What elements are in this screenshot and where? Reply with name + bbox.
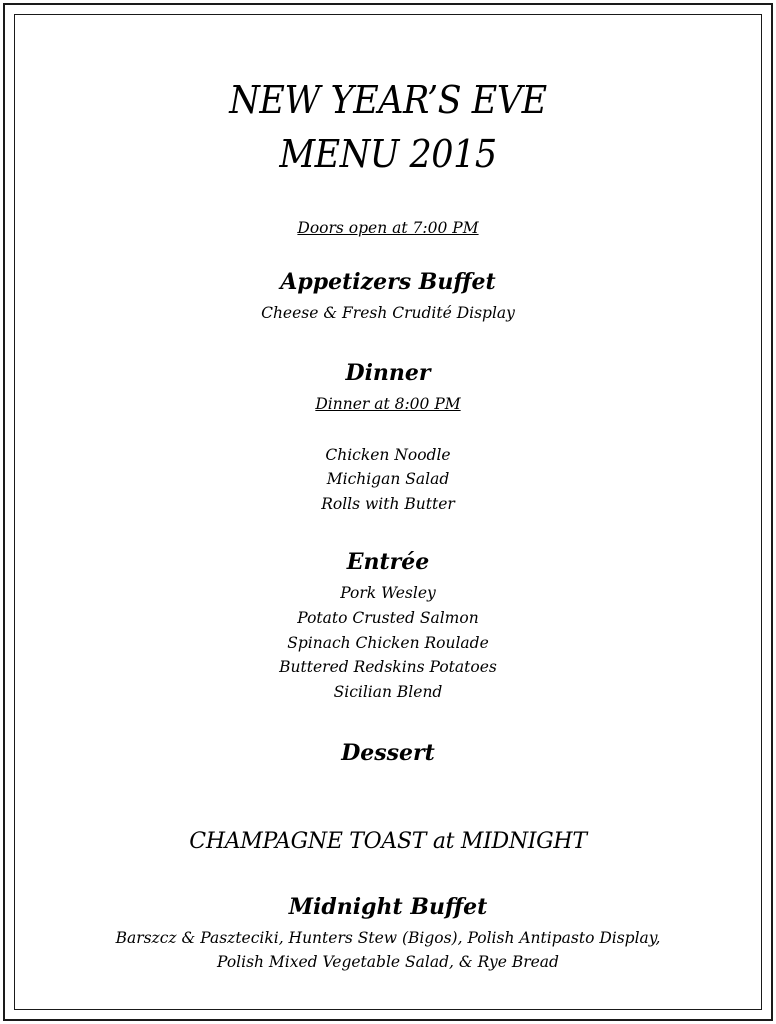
dinner-time-text: Dinner at 8:00 PM xyxy=(315,395,461,413)
midnight-buffet-heading: Midnight Buffet xyxy=(288,894,488,920)
menu-title-line1: NEW YEAR’S EVE xyxy=(229,78,547,122)
entree-item: Buttered Redskins Potatoes xyxy=(279,658,497,676)
entree-item: Potato Crusted Salmon xyxy=(297,609,479,627)
dessert-heading: Dessert xyxy=(341,740,435,766)
entree-item: Spinach Chicken Roulade xyxy=(287,634,489,652)
appetizers-item: Cheese & Fresh Crudité Display xyxy=(261,304,515,322)
dinner-heading: Dinner xyxy=(345,360,431,386)
entree-heading: Entrée xyxy=(346,549,430,575)
midnight-buffet-item: Polish Mixed Vegetable Salad, & Rye Bread xyxy=(217,953,559,971)
dinner-item: Michigan Salad xyxy=(326,470,450,488)
midnight-buffet-item: Barszcz & Paszteciki, Hunters Stew (Bigos), Polish Antipasto Display, xyxy=(115,929,661,947)
doors-open-text: Doors open at 7:00 PM xyxy=(297,219,479,237)
entree-item: Sicilian Blend xyxy=(333,683,443,701)
champagne-toast-text: CHAMPAGNE TOAST at MIDNIGHT xyxy=(189,829,587,854)
dinner-item: Rolls with Butter xyxy=(321,495,455,513)
entree-item: Pork Wesley xyxy=(340,584,436,602)
appetizers-heading: Appetizers Buffet xyxy=(280,269,496,295)
dinner-item: Chicken Noodle xyxy=(325,446,451,464)
menu-title-line2: MENU 2015 xyxy=(279,132,497,176)
